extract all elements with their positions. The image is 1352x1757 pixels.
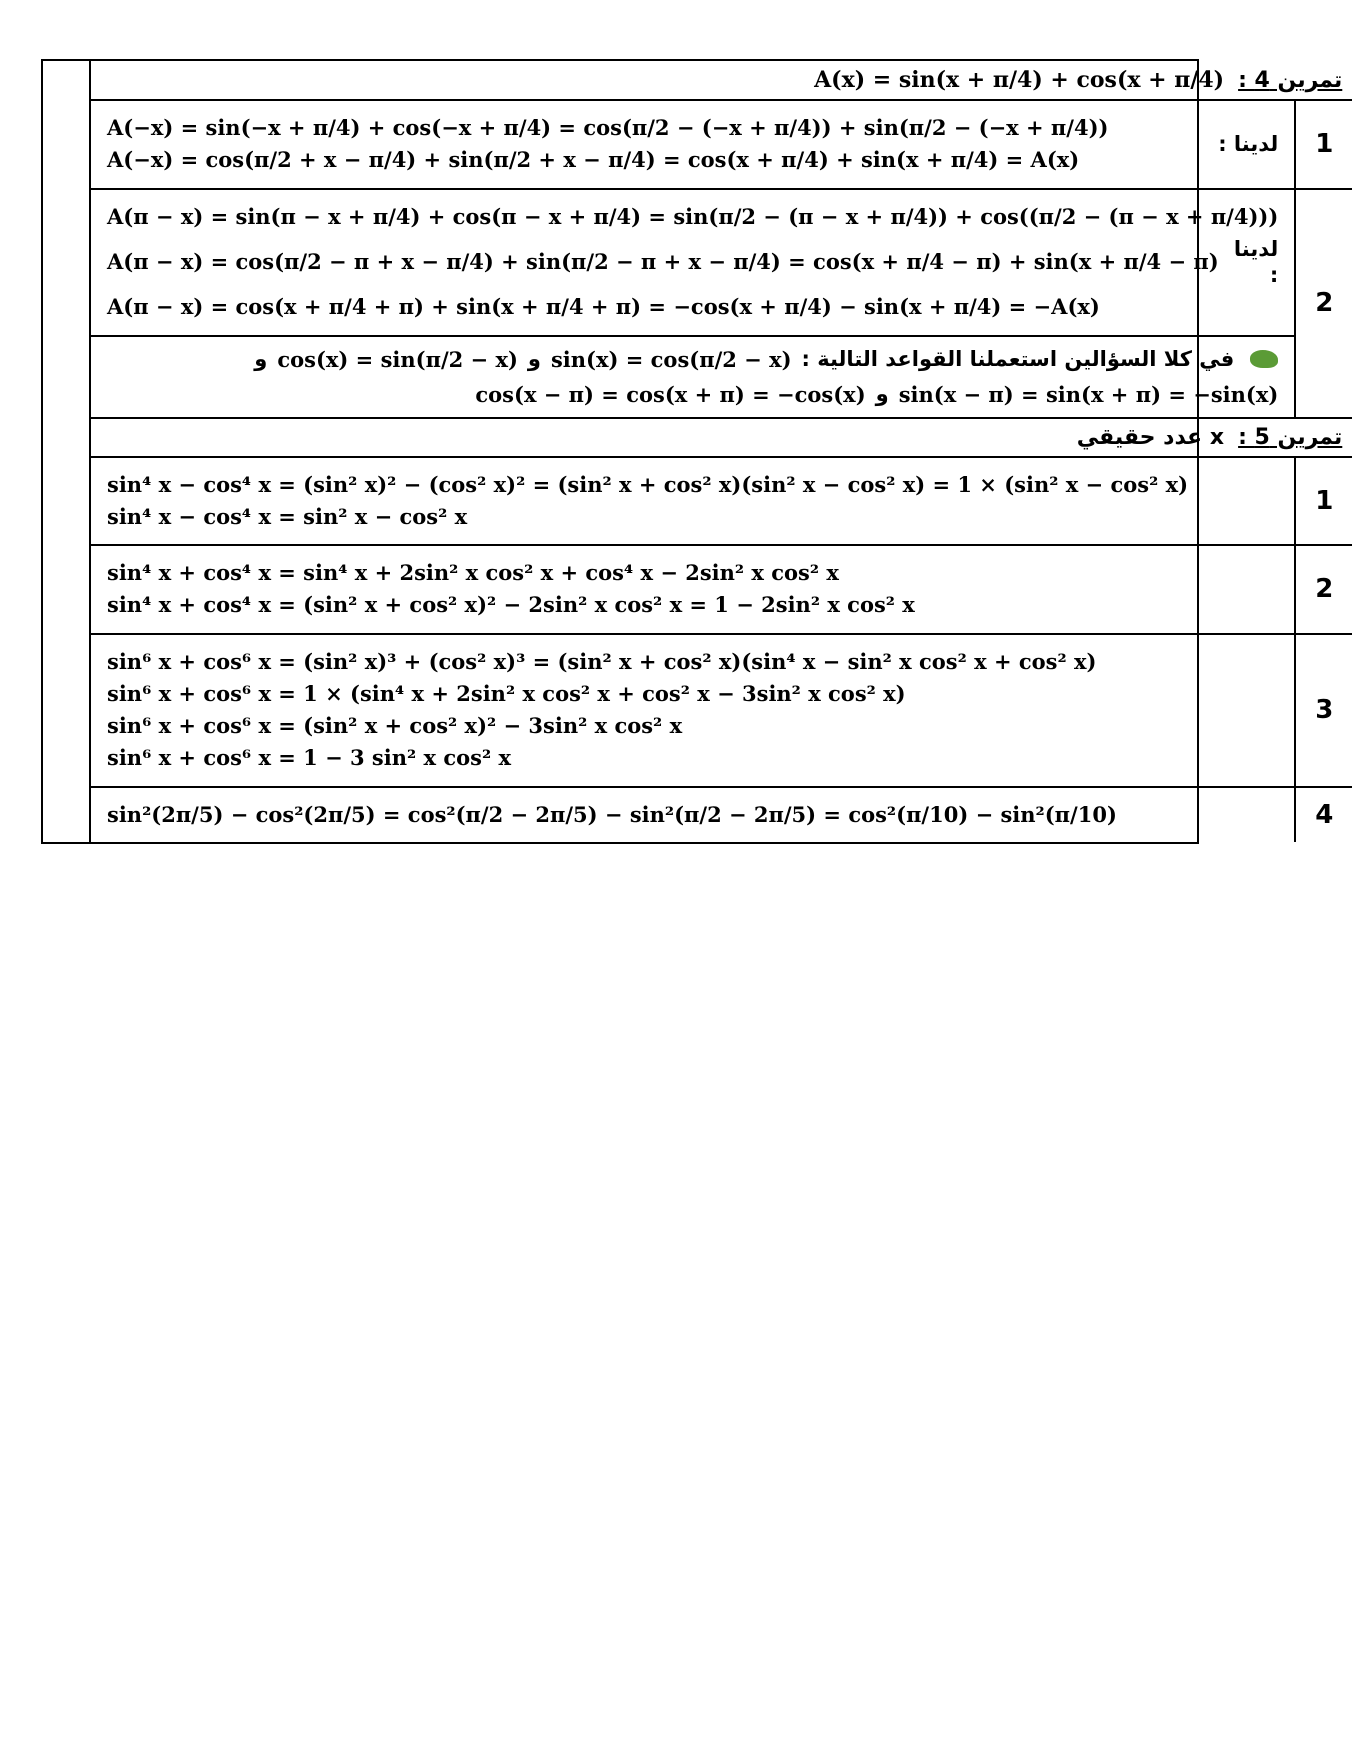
rules-note <box>91 337 1294 417</box>
note-formula-1: sin(x) = cos(π/2 − x) <box>550 346 792 372</box>
exercise-5-subtitle: x عدد حقيقي <box>1076 424 1225 450</box>
q2-line-3: A(π − x) = cos(x + π/4 + π) + sin(x + π/4 + π) = −cos(x + π/4) − sin(x + π/4) = −A(x) <box>107 294 1100 320</box>
item-1-body <box>91 458 1294 545</box>
exercise-sheet <box>41 59 1343 844</box>
question-1-body <box>91 101 1294 188</box>
e5-1-line-1: sin⁴ x − cos⁴ x = (sin² x)² − (cos² x)² = (sin² x + cos² x)(sin² x − cos² x) = 1 × (sin² x − cos² x) <box>107 471 1189 497</box>
note-and-3: و <box>875 382 889 406</box>
q2-label: لدينا : <box>1233 236 1279 287</box>
q2-number: 2 <box>1294 190 1352 417</box>
leaf-bullet-icon <box>1250 350 1278 368</box>
left-margin-band <box>43 61 91 842</box>
e5-2-line-2: sin⁴ x + cos⁴ x = (sin² x + cos² x)² − 2sin² x cos² x = 1 − 2sin² x cos² x <box>107 592 915 618</box>
note-text: في كلا السؤالين استعملنا القواعد التالية : <box>801 347 1235 371</box>
exercise-5-title: تمرين 5 : <box>1238 424 1343 450</box>
exercise-5-item-2 <box>91 546 1352 635</box>
e5-3-line-3: sin⁶ x + cos⁶ x = (sin² x + cos² x)² − 3sin² x cos² x <box>107 713 683 738</box>
q1-line-2: A(−x) = cos(π/2 + x − π/4) + sin(π/2 + x − π/4) = cos(x + π/4) + sin(x + π/4) = A(x) <box>107 147 1080 173</box>
item-3-body <box>91 635 1294 786</box>
e5-item-3-number: 3 <box>1294 635 1352 786</box>
exercise-5-header <box>91 419 1352 458</box>
exercise-4-formula: A(x) = sin(x + π/4) + cos(x + π/4) <box>814 67 1225 93</box>
note-and-1: و <box>527 347 541 371</box>
q1-number: 1 <box>1294 101 1352 188</box>
q1-label: لدينا : <box>1218 132 1279 157</box>
e5-2-line-1: sin⁴ x + cos⁴ x = sin⁴ x + 2sin² x cos² x + cos⁴ x − 2sin² x cos² x <box>107 560 839 585</box>
e5-item-1-number: 1 <box>1294 458 1352 545</box>
q2-line-1: A(π − x) = sin(π − x + π/4) + cos(π − x + π/4) = sin(π/2 − (π − x + π/4)) + cos((π/2 − (π − x + π/4))) <box>107 203 1279 229</box>
exercise-5-item-4 <box>91 788 1352 842</box>
e5-item-2-number: 2 <box>1294 546 1352 633</box>
e5-3-line-2: sin⁶ x + cos⁶ x = 1 × (sin⁴ x + 2sin² x cos² x + cos² x − 3sin² x cos² x) <box>107 680 906 706</box>
note-formula-2: cos(x) = sin(π/2 − x) <box>277 346 518 372</box>
e5-3-line-4: sin⁶ x + cos⁶ x = 1 − 3 sin² x cos² x <box>107 745 511 771</box>
exercise-4-question-2 <box>91 190 1352 419</box>
exercise-5-item-3 <box>91 635 1352 788</box>
e5-4-line-1: sin²(2π/5) − cos²(2π/5) = cos²(π/2 − 2π/5) − sin²(π/2 − 2π/5) = cos²(π/10) − sin²(π/10) <box>107 801 1117 827</box>
q2-line-2: A(π − x) = cos(π/2 − π + x − π/4) + sin(π/2 − π + x − π/4) = cos(x + π/4 − π) + sin(x + π/4 − π) <box>107 248 1219 274</box>
e5-1-line-2: sin⁴ x − cos⁴ x = sin² x − cos² x <box>107 503 468 529</box>
content-column <box>91 61 1352 842</box>
note-and-2: و <box>254 347 268 371</box>
exercise-4-header <box>91 61 1352 101</box>
e5-3-line-1: sin⁶ x + cos⁶ x = (sin² x)³ + (cos² x)³ = (sin² x + cos² x)(sin⁴ x − sin² x cos² x + cos² x) <box>107 648 1097 674</box>
exercise-4-title: تمرين 4 : <box>1238 67 1343 93</box>
exercise-4-question-1 <box>91 101 1352 190</box>
note-line-2b: sin(x − π) = sin(x + π) = −sin(x) <box>898 381 1279 407</box>
item-4-body <box>91 788 1294 842</box>
q1-line-1: A(−x) = sin(−x + π/4) + cos(−x + π/4) = cos(π/2 − (−x + π/4)) + sin(π/2 − (−x + π/4)) <box>107 115 1109 140</box>
e5-item-4-number: 4 <box>1294 788 1352 842</box>
item-2-body <box>91 546 1294 633</box>
exercise-5-item-1 <box>91 458 1352 547</box>
note-line-2a: cos(x − π) = cos(x + π) = −cos(x) <box>475 381 866 407</box>
question-2-body <box>91 190 1294 337</box>
